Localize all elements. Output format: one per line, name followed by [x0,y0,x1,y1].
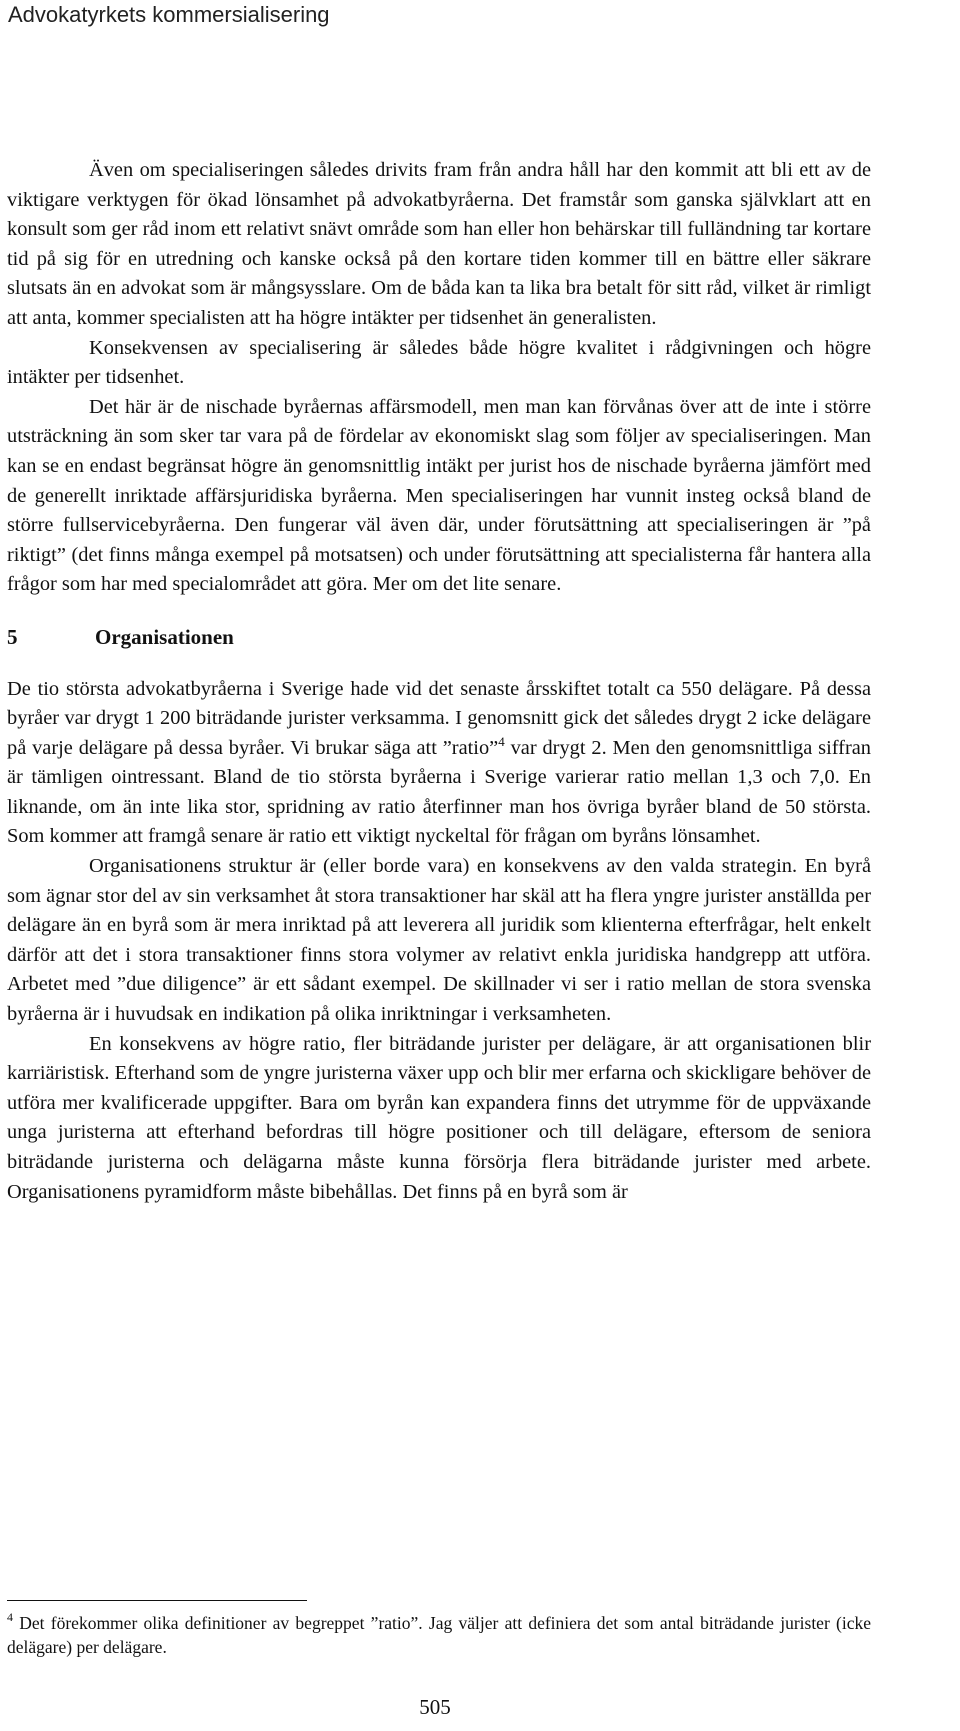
section-number: 5 [7,624,18,649]
paragraph-organisation-structure: Organisationens struktur är (eller borde vara) en konsekvens av den valda strategin. En byrå som ägnar stor del av sin verksamhet åt stora transaktioner har skäl att ha flera yngre jurister anställda per delägare än en byrå som är mera inriktad på att leverera all juridik som klienterna efterfrågar, helt enkelt därför att det i stora transaktioner finns stora volymer av relativt enkla juridiska handgrepp att utföra. Arbetet med ”due diligence” är ett sådant exempel. De skillnader vi ser i ratio mellan de stora svenska byråerna är i huvudsak en indikation på olika inriktningar i verksamheten. [7,855,871,1026]
footnote-reference[interactable]: 4 [498,733,505,749]
paragraph-specialisation-consequence: Konsekvensen av specialisering är således både högre kvalitet i rådgivningen och högre intäkter per tidsenhet. [7,336,871,389]
running-header: Advokatyrkets kommersialisering [8,2,330,27]
footnote [7,1611,871,1659]
footnote-separator [7,1600,307,1601]
paragraph-text-part: De tio största advokatbyråerna i Sverige hade vid det senaste årsskiftet totalt ca 550 delägare. På dessa byråer var drygt 1 200 biträdande jurister verksamma. I genomsnitt gick det således drygt 2 icke delägare på varje delägare på dessa byråer. Vi brukar säga att ”ratio” [7,677,871,759]
paragraph-niche-firms: Det här är de nischade byråernas affärsmodell, men man kan förvånas över att de inte i större utsträckning än som sker tar vara på de fördelar av ekonomiskt slag som följer av specialiseringen. Man kan se en endast begränsat högre än genomsnittlig intäkt per jurist hos de nischade byråerna jämfört med de generellt inriktade affärsjuridiska byråerna. Men specialiseringen har vunnit insteg också bland de större fullservicebyråerna. Den fungerar väl även där, under förutsättning att specialiseringen är ”på riktigt” (det finns många exempel på motsatsen) och under förutsättning att specialisterna får hantera alla frågor som har med specialområdet att göra. Mer om det lite senare. [7,395,871,596]
page-number: 505 [419,1695,451,1719]
footnote-number: 4 [7,1610,13,1624]
body-text [7,156,871,1207]
section-title: Organisationen [95,624,234,649]
paragraph-text-part: var drygt 2. Men den genomsnittliga siffran är tämligen ointressant. Bland de tio största byråerna i Sverige varierar ratio mellan 1,3 och 7,0. En liknande, om än inte lika stor, spridning av ratio återfinner man hos övriga byråer bland de 50 största. Som kommer att framgå senare är ratio ett viktigt nyckeltal för frågan om byråns lönsamhet. [7,736,871,848]
paragraph-specialisation-profitability: Även om specialiseringen således drivits fram från andra håll har den kommit att bli ett av de viktigare verktygen för ökad lönsamhet på advokatbyråerna. Det framstår som ganska självklart att en konsult som ger råd inom ett relativt snävt område som han eller hon behärskar till fulländning tar kortare tid på sig för en utredning och kanske också på den kortare tiden kommer till en bättre eller säkrare slutsats än en advokat som är mångsysslare. Om de båda kan ta lika bra betalt för sitt råd, vilket är rimligt att anta, kommer specialisten att ha högre intäkter per tidsenhet än generalisten. [7,159,871,329]
section-heading [7,623,871,653]
footnote-text: Det förekommer olika definitioner av begreppet ”ratio”. Jag väljer att definiera det som antal biträdande jurister (icke delägare) per delägare. [7,1613,871,1657]
paragraph-partners-ratio [7,675,871,853]
paragraph-higher-ratio-consequence: En konsekvens av högre ratio, fler biträdande jurister per delägare, är att organisationen blir karriäristisk. Efterhand som de yngre juristerna växer upp och blir mer erfarna och skickligare behöver de utföra mer kvalificerade uppgifter. Bara om byrån kan expandera finns det utrymme för de uppväxande unga juristerna att efterhand befordras till högre positioner och till delägare, eftersom de seniora biträdande juristerna och delägarna måste kunna försörja flera biträdande jurister med arbete. Organisationens pyramidform måste bibehållas. Det finns på en byrå som är [7,1032,871,1203]
